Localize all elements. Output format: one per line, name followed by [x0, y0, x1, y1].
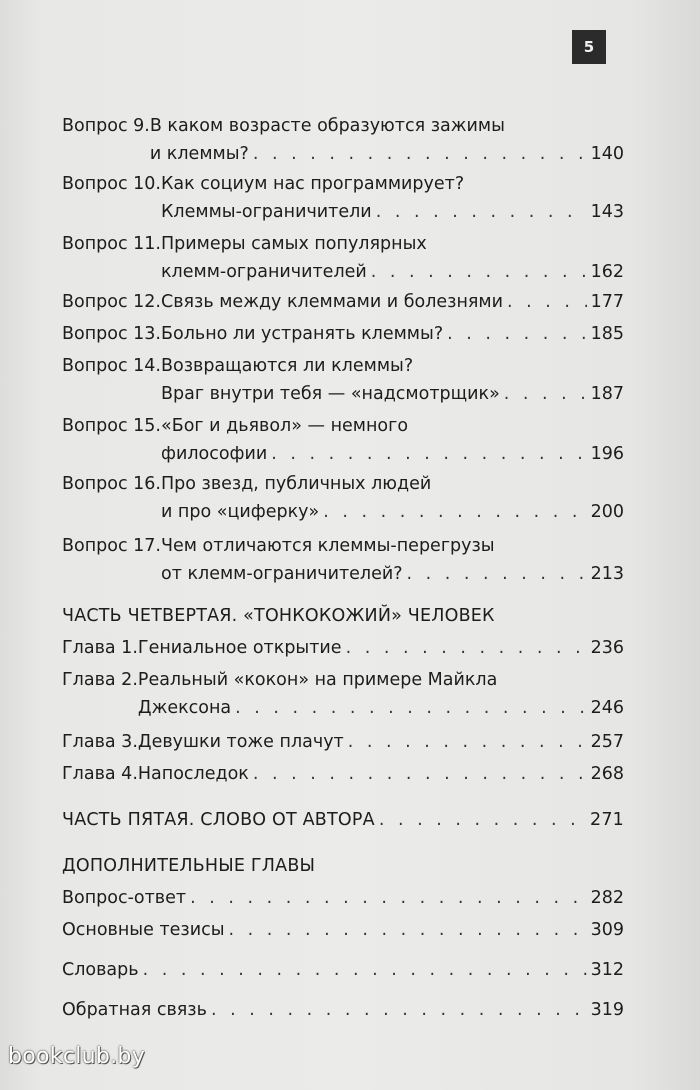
dot-leader [379, 806, 586, 834]
dot-leader [211, 996, 587, 1024]
question-entry [62, 230, 624, 286]
entry-page-number: 200 [590, 502, 624, 522]
dot-leader [371, 258, 587, 286]
dot-leader [346, 634, 587, 662]
entry-number: Вопрос 14. [62, 356, 161, 376]
entry-number: Глава 4. [62, 764, 138, 784]
entry-page-number: 312 [590, 960, 624, 980]
chapter-entry [62, 760, 624, 788]
question-entry [62, 170, 624, 226]
entry-title-line: и про «циферку» [160, 502, 320, 522]
dot-leader [407, 560, 587, 588]
dot-leader [348, 728, 587, 756]
entry-page-number: 143 [590, 202, 624, 222]
entry-title-line: Клеммы-ограничители [160, 202, 372, 222]
entry-title-line: Чем отличаются клеммы-перегрузы [160, 536, 495, 556]
entry-title-line: Примеры самых популярных [160, 234, 427, 254]
additional-chapter-entry [62, 884, 624, 912]
question-entry [62, 470, 624, 526]
entry-title-line: Про звезд, публичных людей [160, 474, 432, 494]
entry-title-line: Вопрос-ответ [62, 888, 187, 908]
question-entry [62, 112, 624, 168]
entry-number: Вопрос 9. [62, 116, 150, 136]
entry-page-number: 236 [590, 638, 624, 658]
entry-page-number: 162 [590, 262, 624, 282]
entry-title-line: Больно ли устранять клеммы? [160, 324, 444, 344]
entry-title-line: Враг внутри тебя — «надсмотрщик» [160, 384, 500, 404]
entry-title-line: Возвращаются ли клеммы? [160, 356, 414, 376]
entry-page-number: 213 [590, 564, 624, 584]
question-entry [62, 352, 624, 408]
entry-number: Глава 1. [62, 638, 138, 658]
entry-page-number: 257 [590, 732, 624, 752]
part-five-page: 271 [589, 810, 624, 830]
entry-number: Глава 2. [62, 670, 138, 690]
entry-page-number: 140 [590, 144, 624, 164]
entry-title-line: Девушки тоже плачут [137, 732, 344, 752]
entry-title-line: Словарь [62, 960, 139, 980]
entry-title-line: Джексона [137, 698, 232, 718]
entry-title-line: «Бог и дьявол» — немного [160, 416, 409, 436]
entry-number: Вопрос 11. [62, 234, 161, 254]
entry-page-number: 196 [590, 444, 624, 464]
entry-title-line: от клемм-ограничителей? [160, 564, 403, 584]
entry-number: Вопрос 16. [62, 474, 161, 494]
entry-page-number: 309 [590, 920, 624, 940]
entry-title-line: Как социум нас программирует? [160, 174, 465, 194]
additional-chapter-entry [62, 956, 624, 984]
entry-page-number: 319 [590, 1000, 624, 1020]
question-entry [62, 320, 624, 348]
entry-title-line: и клеммы? [149, 144, 249, 164]
question-entry [62, 532, 624, 588]
dot-leader [504, 380, 587, 408]
entry-number: Вопрос 15. [62, 416, 161, 436]
entry-page-number: 268 [590, 764, 624, 784]
entry-number: Вопрос 17. [62, 536, 161, 556]
dot-leader [507, 288, 587, 316]
entry-title-line: Напоследок [137, 764, 249, 784]
entry-title-line: клемм-ограничителей [160, 262, 367, 282]
additional-chapter-entry [62, 916, 624, 944]
chapter-entry [62, 728, 624, 756]
chapter-entry [62, 634, 624, 662]
part-five-heading [62, 806, 624, 834]
entry-title-line: Реальный «кокон» на примере Майкла [137, 670, 498, 690]
dot-leader [447, 320, 586, 348]
watermark-logo: bookclub.by [8, 1044, 146, 1069]
entry-number: Вопрос 10. [62, 174, 161, 194]
entry-number: Глава 3. [62, 732, 138, 752]
dot-leader [235, 694, 586, 722]
entry-number: Вопрос 12. [62, 292, 161, 312]
dot-leader [271, 440, 586, 468]
dot-leader [190, 884, 587, 912]
question-entry [62, 412, 624, 468]
entry-page-number: 282 [590, 888, 624, 908]
dot-leader [229, 916, 587, 944]
dot-leader [253, 760, 587, 788]
entry-title-line: Основные тезисы [62, 920, 225, 940]
dot-leader [143, 956, 587, 984]
entry-title-line: философии [160, 444, 268, 464]
part-four-heading: ЧАСТЬ ЧЕТВЕРТАЯ. «ТОНКОКОЖИЙ» ЧЕЛОВЕК [62, 606, 495, 626]
entry-title-line: Обратная связь [62, 1000, 207, 1020]
dot-leader [323, 498, 586, 526]
entry-title-line: Связь между клеммами и болезнями [160, 292, 504, 312]
entry-title-line: В каком возрасте образуются зажимы [149, 116, 505, 136]
entry-page-number: 187 [590, 384, 624, 404]
page-number: 5 [572, 30, 606, 64]
additional-chapters-heading: ДОПОЛНИТЕЛЬНЫЕ ГЛАВЫ [62, 856, 316, 876]
dot-leader [253, 140, 587, 168]
part-five-title: ЧАСТЬ ПЯТАЯ. СЛОВО ОТ АВТОРА [62, 810, 375, 830]
entry-page-number: 185 [590, 324, 624, 344]
question-entry [62, 288, 624, 316]
entry-page-number: 246 [590, 698, 624, 718]
additional-chapter-entry [62, 996, 624, 1024]
chapter-entry [62, 666, 624, 722]
entry-page-number: 177 [590, 292, 624, 312]
entry-title-line: Гениальное открытие [137, 638, 342, 658]
entry-number: Вопрос 13. [62, 324, 161, 344]
dot-leader [376, 198, 587, 226]
